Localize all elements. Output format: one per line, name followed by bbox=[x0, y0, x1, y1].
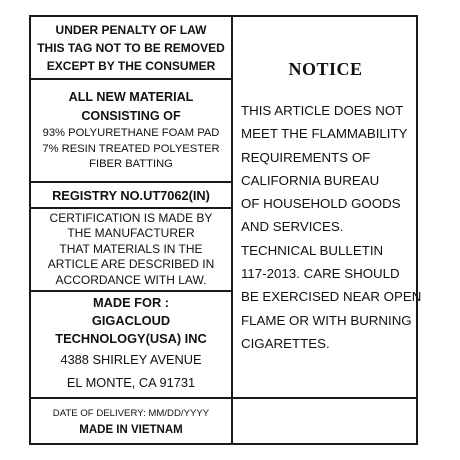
company-name: GIGACLOUD bbox=[91, 313, 171, 328]
address-line: 4388 SHIRLEY AVENUE bbox=[60, 352, 202, 367]
notice-body bbox=[241, 99, 421, 355]
registry-section bbox=[31, 183, 231, 207]
certification-line: CERTIFICATION IS MADE BY bbox=[49, 210, 213, 225]
material-item: 7% RESIN TREATED POLYESTER bbox=[42, 142, 220, 155]
notice-title: NOTICE bbox=[288, 59, 363, 79]
address-line: EL MONTE, CA 91731 bbox=[66, 375, 196, 390]
material-item: 93% POLYURETHANE FOAM PAD bbox=[42, 127, 220, 140]
notice-line: FLAME OR WITH BURNING bbox=[241, 312, 412, 328]
material-title: CONSISTING OF bbox=[81, 109, 181, 124]
notice-line: CIGARETTES. bbox=[241, 335, 330, 351]
notice-line: TECHNICAL BULLETIN bbox=[241, 242, 384, 258]
material-item: FIBER BATTING bbox=[89, 158, 173, 171]
delivery-section bbox=[31, 399, 231, 445]
certification-line: ARTICLE ARE DESCRIBED IN bbox=[47, 257, 215, 272]
notice-line: BE EXERCISED NEAR OPEN bbox=[241, 289, 422, 305]
warning-line: UNDER PENALTY OF LAW bbox=[55, 22, 207, 37]
made-for-label: MADE FOR : bbox=[92, 295, 170, 310]
certification-line: THE MANUFACTURER bbox=[67, 226, 195, 241]
notice-section bbox=[233, 17, 422, 383]
delivery-date: DATE OF DELIVERY: MM/DD/YYYY bbox=[52, 408, 210, 419]
material-title: ALL NEW MATERIAL bbox=[68, 90, 194, 105]
made-for-section bbox=[31, 292, 231, 396]
registry-number: REGISTRY NO.UT7062(IN) bbox=[52, 187, 210, 203]
certification-line: THAT MATERIALS IN THE bbox=[59, 241, 203, 256]
warning-line: EXCEPT BY THE CONSUMER bbox=[46, 58, 216, 73]
warning-line: THIS TAG NOT TO BE REMOVED bbox=[37, 40, 225, 55]
notice-line: THIS ARTICLE DOES NOT bbox=[241, 103, 404, 118]
certification-section bbox=[31, 209, 231, 290]
notice-line: MEET THE FLAMMABILITY bbox=[241, 126, 408, 142]
certification-line: ACCORDANCE WITH LAW. bbox=[55, 272, 207, 287]
law-tag bbox=[29, 15, 422, 445]
warning-section bbox=[31, 17, 231, 78]
notice-line: REQUIREMENTS OF bbox=[241, 149, 371, 165]
company-name: TECHNOLOGY(USA) INC bbox=[55, 331, 207, 346]
origin-label: MADE IN VIETNAM bbox=[79, 424, 183, 436]
notice-line: 117-2013. CARE SHOULD bbox=[241, 266, 400, 282]
notice-line: CALIFORNIA BUREAU bbox=[241, 172, 380, 188]
notice-line: AND SERVICES. bbox=[241, 219, 344, 235]
notice-line: OF HOUSEHOLD GOODS bbox=[241, 196, 401, 212]
material-section bbox=[31, 80, 231, 181]
